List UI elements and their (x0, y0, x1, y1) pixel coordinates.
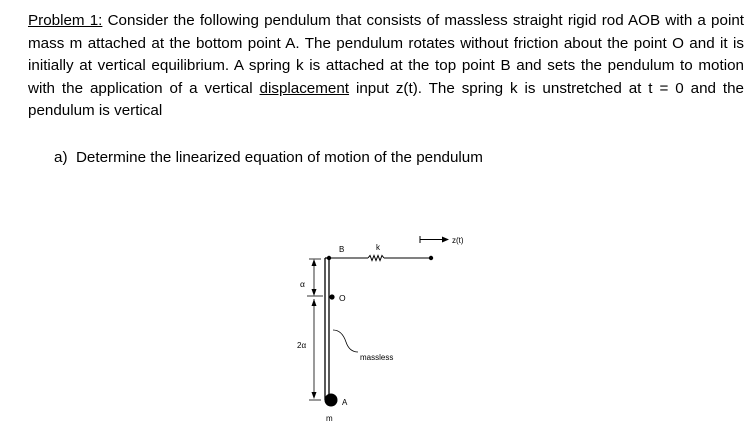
label-2alpha: 2α (297, 341, 307, 350)
part-a-question: Determine the linearized equation of motion of the pendulum (75, 149, 483, 166)
problem-text-1: Consider the following pendulum that consists of massless straight rigid rod AOB with a point mass m attached at the bottom point A. The pendulum rotates without friction about the point O and it is initially at vertical equilibrium. A spring k is attached at the top point B and sets the pendulum to motion with the application of a vertical (28, 12, 744, 97)
displacement-arrow-icon (420, 236, 449, 243)
spring (329, 256, 430, 261)
label-m: m (326, 414, 333, 423)
pivot-o-dot (329, 294, 334, 299)
label-massless: massless (360, 353, 394, 362)
label-k: k (376, 243, 380, 252)
part-a-label: a) (54, 149, 68, 166)
point-mass (325, 394, 338, 407)
label-o: O (339, 293, 346, 303)
label-b: B (339, 245, 345, 254)
label-a: A (342, 398, 348, 407)
underlined-word: displacement (259, 79, 350, 97)
label-alpha: α (300, 279, 305, 289)
two-alpha-dimension (309, 299, 321, 400)
problem-label: Problem 1: (28, 12, 103, 29)
pendulum-rod (325, 258, 329, 400)
problem-text-2: input z(t). The spring k is unstretched at t = 0 and the pendulum is vertical (28, 79, 745, 119)
spring-end-dot (429, 256, 433, 260)
label-z: z(t) (452, 236, 464, 245)
alpha-dimension (307, 259, 323, 296)
massless-leader (333, 330, 358, 352)
